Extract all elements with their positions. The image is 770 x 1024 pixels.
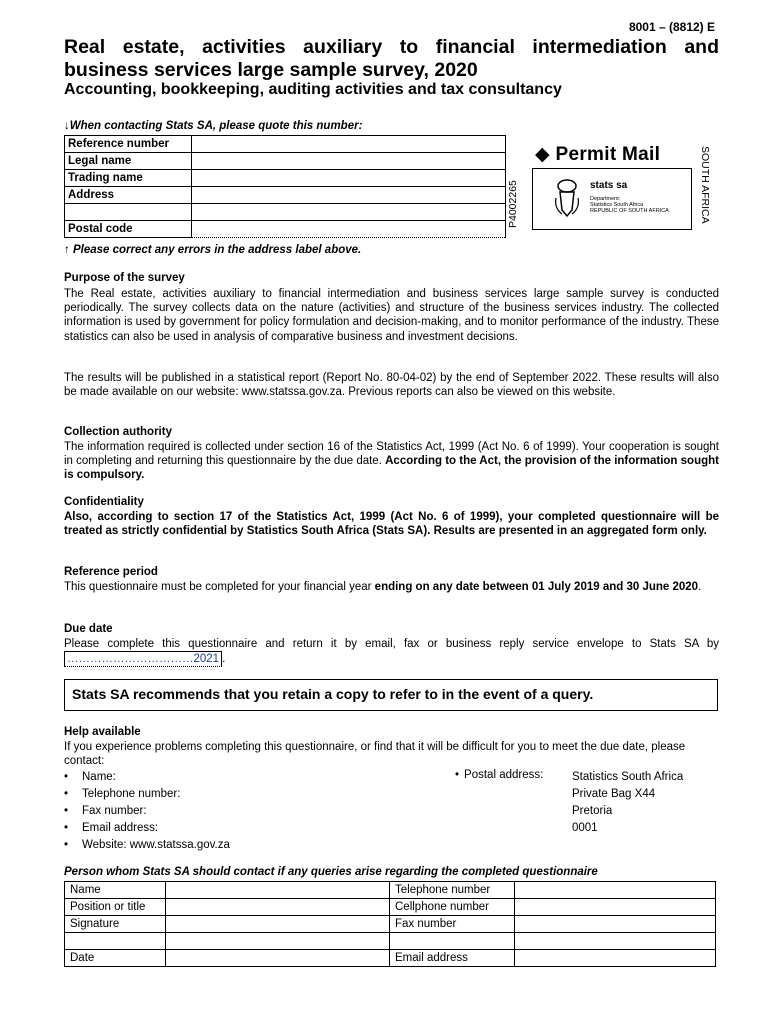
country-label: SOUTH AFRICA <box>699 146 711 224</box>
name-input[interactable] <box>166 882 390 899</box>
row-label: Postal code <box>65 221 192 238</box>
signature-input[interactable] <box>166 916 390 933</box>
cellphone-label: Cellphone number <box>390 899 515 916</box>
position-input[interactable] <box>166 899 390 916</box>
reference-table <box>64 135 506 238</box>
postal-address-label: • Postal address: <box>455 769 543 781</box>
due-date-field[interactable]: ……………………………2021 <box>64 651 222 667</box>
email-input[interactable] <box>515 950 716 967</box>
department-text: Department: Statistics South Africa REPUBLIC OF SOUTH AFRICA <box>590 196 669 214</box>
row-label <box>65 204 192 221</box>
permit-diamond-icon: ◆ <box>535 144 550 165</box>
row-label: Reference number <box>65 136 192 153</box>
date-input[interactable] <box>166 950 390 967</box>
postal-line: Statistics South Africa <box>572 771 684 783</box>
permit-number: P4002265 <box>507 180 519 228</box>
telephone-input[interactable] <box>515 882 716 899</box>
reference-period-text: This questionnaire must be completed for your financial year ending on any date between 01 July 2019 and 30 June 2020. <box>64 581 702 593</box>
signature-label: Signature <box>65 916 166 933</box>
stats-sa-name: stats sa <box>590 180 628 191</box>
coat-of-arms-icon <box>552 176 582 220</box>
table-row <box>65 204 506 221</box>
postal-line: 0001 <box>572 822 598 834</box>
help-text: If you experience problems completing this questionnaire, or find that it will be difficult for you to meet the due date, please contact: <box>64 741 686 768</box>
trading-name-field[interactable] <box>192 170 506 187</box>
blank-label <box>65 933 166 950</box>
results-text: The results will be published in a statistical report (Report No. 80-04-02) by the end of September 2022. These results will also be made available on our website: www.statssa.gov.za. Previous reports can also be viewed on this website. <box>64 372 719 399</box>
correct-note: ↑ Please correct any errors in the address label above. <box>64 244 362 256</box>
purpose-heading: Purpose of the survey <box>64 272 185 284</box>
row-label: Legal name <box>65 153 192 170</box>
name-label: Name <box>65 882 166 899</box>
postal-line: Pretoria <box>572 805 613 817</box>
table-row <box>65 136 506 153</box>
table-row <box>65 950 716 967</box>
confidentiality-text: Also, according to section 17 of the Statistics Act, 1999 (Act No. 6 of 1999), your completed questionnaire will be treated as strictly confidential by Statistics South Africa (Stats SA). Results are presented in an aggregated form only. <box>64 511 719 538</box>
email-label: Email address <box>390 950 515 967</box>
list-item: • Website: www.statssa.gov.za <box>64 837 230 854</box>
help-heading: Help available <box>64 726 141 738</box>
arrow-down-icon: ↓ <box>64 120 70 132</box>
address-field[interactable] <box>192 187 506 204</box>
row-label: Trading name <box>65 170 192 187</box>
recommend-text: Stats SA recommends that you retain a copy to refer to in the event of a query. <box>72 686 594 702</box>
telephone-label: Telephone number <box>390 882 515 899</box>
page-title: Real estate, activities auxiliary to financial intermediation and <box>64 36 719 58</box>
table-row <box>65 153 506 170</box>
quote-instruction: ↓When contacting Stats SA, please quote this number: <box>64 120 363 132</box>
table-row <box>65 170 506 187</box>
postal-address <box>572 769 683 837</box>
confidentiality-heading: Confidentiality <box>64 496 144 508</box>
list-item: • Telephone number: <box>64 786 230 803</box>
reference-period-heading: Reference period <box>64 566 158 578</box>
purpose-text: The Real estate, activities auxiliary to financial intermediation and business services large sample survey is conducted periodically. The survey collects data on the nature (activities) and structure of the business services industry. The collected information is used by government for policy formulation and decision-making, and to monitor performance of the industry. These statistics can also be used in analysis of comparative business and investment decisions. <box>64 288 719 343</box>
date-label: Date <box>65 950 166 967</box>
table-row <box>65 916 716 933</box>
due-date-heading: Due date <box>64 623 113 635</box>
reference-number-field[interactable] <box>192 136 506 153</box>
help-list <box>64 769 230 854</box>
address-field-2[interactable] <box>192 204 506 221</box>
authority-heading: Collection authority <box>64 426 172 438</box>
table-row <box>65 221 506 238</box>
blank-input-2[interactable] <box>515 933 716 950</box>
page-subtitle: Accounting, bookkeeping, auditing activities and tax consultancy <box>64 81 562 98</box>
contact-heading: Person whom Stats SA should contact if any queries arise regarding the completed questionnaire <box>64 866 598 878</box>
postal-code-field[interactable] <box>192 221 506 238</box>
list-item: • Fax number: <box>64 803 230 820</box>
legal-name-field[interactable] <box>192 153 506 170</box>
arrow-up-icon: ↑ <box>64 244 70 256</box>
table-row <box>65 899 716 916</box>
cellphone-input[interactable] <box>515 899 716 916</box>
list-item: • Email address: <box>64 820 230 837</box>
permit-mail-title: ◆ Permit Mail <box>535 144 661 165</box>
page-title-line2: business services large sample survey, 2020 <box>64 59 478 81</box>
table-row <box>65 933 716 950</box>
list-item: • Name: <box>64 769 230 786</box>
postal-line: Private Bag X44 <box>572 788 656 800</box>
fax-label: Fax number <box>390 916 515 933</box>
contact-table <box>64 881 716 967</box>
row-label: Address <box>65 187 192 204</box>
authority-text: The information required is collected under section 16 of the Statistics Act, 1999 (Act No. 6 of 1999). Your cooperation is sought in completing and returning this questionnaire by the due date. According to the Act, the provision of the information sought is compulsory. <box>64 441 719 482</box>
due-date-text: Please complete this questionnaire and return it by email, fax or business reply service envelope to Stats SA by ……………………………2021 . <box>64 637 719 667</box>
form-code: 8001 – (8812) E <box>628 20 715 34</box>
blank-input[interactable] <box>166 933 390 950</box>
fax-input[interactable] <box>515 916 716 933</box>
table-row <box>65 187 506 204</box>
table-row <box>65 882 716 899</box>
position-label: Position or title <box>65 899 166 916</box>
blank-label-2 <box>390 933 515 950</box>
